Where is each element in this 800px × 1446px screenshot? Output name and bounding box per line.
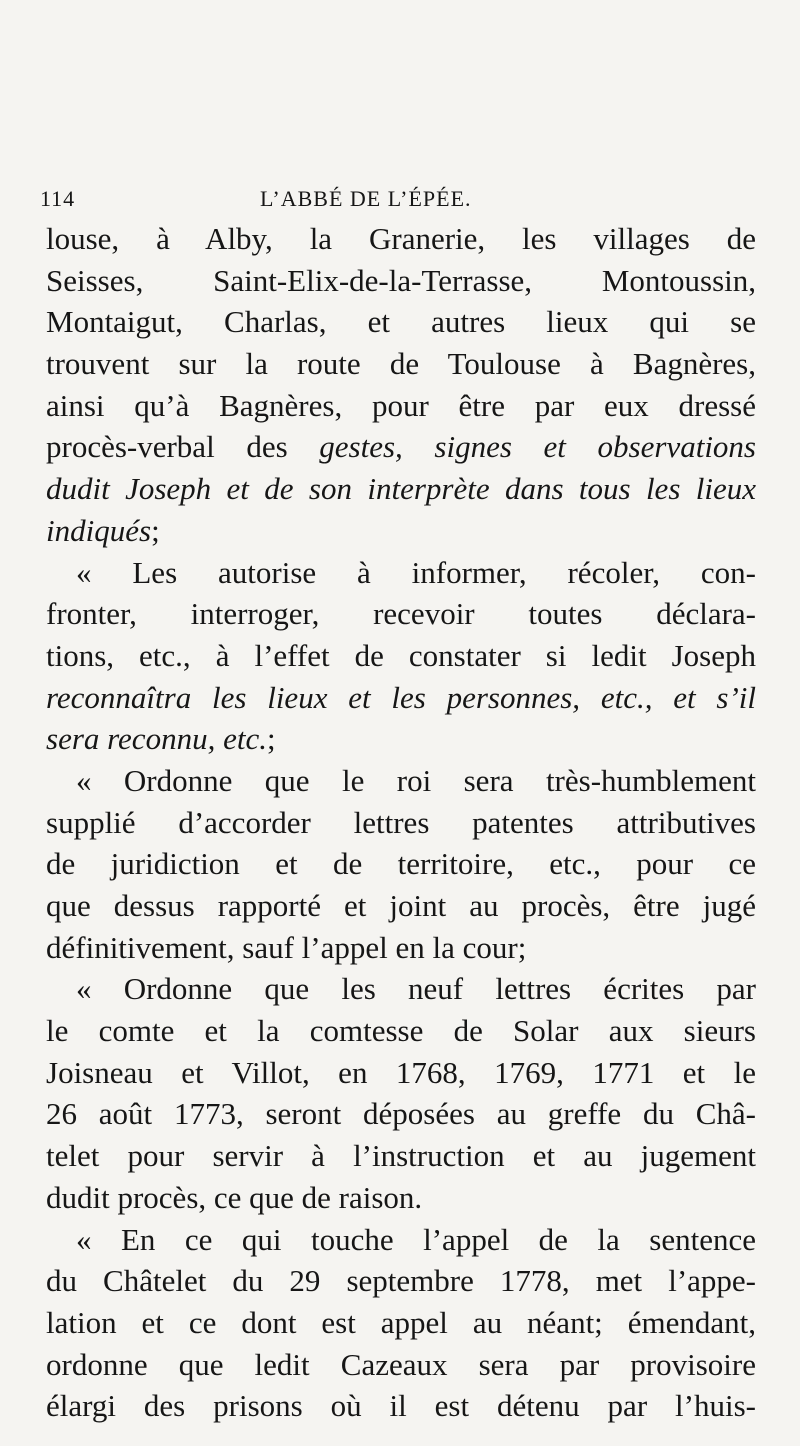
text-line: fronter, interroger, recevoir toutes déclara- — [46, 596, 756, 632]
text-line — [46, 718, 756, 760]
text-segment: ; — [266, 721, 276, 757]
text-line: « Les autorise à informer, récoler, con- — [76, 554, 756, 590]
text-line: supplié d’accorder lettres patentes attributives — [46, 804, 756, 840]
text-line: ainsi qu’à Bagnères, pour être par eux dressé — [46, 387, 756, 423]
text-segment: ; — [151, 512, 160, 548]
text-line: trouvent sur la route de Toulouse à Bagnères, — [46, 346, 756, 382]
text-line: définitivement, sauf l’appel en la cour; — [46, 929, 527, 965]
text-line: louse, à Alby, la Granerie, les villages de — [46, 221, 756, 256]
text-line: « En ce qui touche l’appel de la sentence — [76, 1221, 756, 1257]
text-line: telet pour servir à l’instruction et au jugement — [46, 1138, 756, 1174]
text-line: Seisses, Saint-Elix-de-la-Terrasse, Montoussin, — [46, 262, 756, 298]
text-line: « Ordonne que le roi sera très-humblement — [76, 762, 756, 798]
text-segment: procès-verbal des — [46, 429, 320, 465]
text-line: tions, etc., à l’effet de constater si ledit Joseph — [46, 637, 756, 673]
page-number: 114 — [40, 186, 76, 211]
italic-text-line: reconnaîtra les lieux et les personnes, etc., et s’il — [46, 679, 756, 715]
text-line: « Ordonne que les neuf lettres écrites par — [76, 971, 756, 1007]
text-line: que dessus rapporté et joint au procès, être jugé — [46, 888, 756, 923]
italic-text-segment: indiqués — [46, 512, 152, 548]
text-line — [46, 426, 756, 468]
body-text — [46, 218, 756, 1427]
text-line: 26 août 1773, seront déposées au greffe du Châ- — [46, 1096, 756, 1132]
text-line: ordonne que ledit Cazeaux sera par provisoire — [46, 1346, 756, 1382]
text-line: Joisneau et Villot, en 1768, 1769, 1771 et le — [46, 1054, 756, 1090]
running-title: L’ABBÉ DE L’ÉPÉE. — [260, 186, 472, 211]
italic-text-line: dudit Joseph et de son interprète dans tous les lieux — [46, 471, 756, 507]
italic-text-segment: gestes, signes et observations — [319, 429, 756, 465]
italic-text-segment: sera reconnu, etc. — [46, 721, 267, 757]
text-line: élargi des prisons où il est détenu par l’huis- — [46, 1388, 756, 1424]
text-line: de juridiction et de territoire, etc., pour ce — [46, 846, 756, 882]
text-line: lation et ce dont est appel au néant; émendant, — [46, 1304, 756, 1340]
text-line: dudit procès, ce que de raison. — [46, 1179, 423, 1215]
page-header — [40, 182, 750, 218]
text-line — [46, 510, 756, 552]
text-line: du Châtelet du 29 septembre 1778, met l’appe- — [46, 1263, 756, 1299]
text-line: le comte et la comtesse de Solar aux sieurs — [46, 1013, 756, 1049]
text-line: Montaigut, Charlas, et autres lieux qui se — [46, 304, 756, 340]
